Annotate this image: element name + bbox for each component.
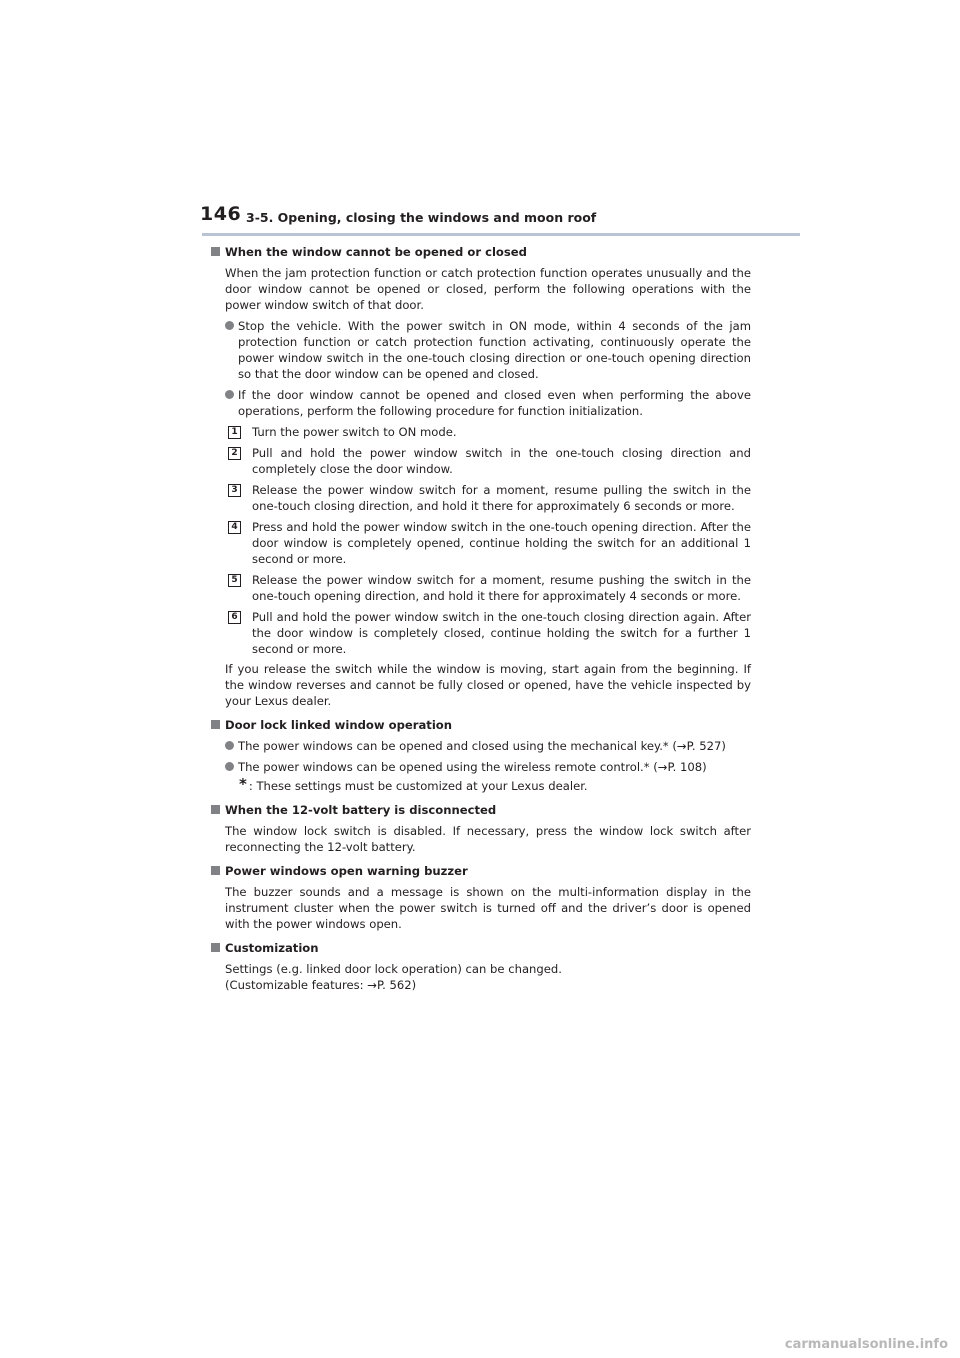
list-item: The power windows can be opened using the wireless remote control.* (→P. 108) [225,759,751,775]
list-item: Stop the vehicle. With the power switch in ON mode, within 4 seconds of the jam protection function or catch protection function activating, continuously operate the power window switch in the one-touch closing direction or one-touch opening direction so that the door window can be opened and closed. [225,318,751,382]
list-item: The power windows can be opened and closed using the mechanical key.* (→P. 527) [225,738,751,754]
step-number: 1 [228,426,241,439]
circle-bullet-icon [225,321,234,330]
circle-bullet-icon [225,741,234,750]
heading-battery: When the 12-volt battery is disconnected [211,802,751,818]
step-number: 3 [228,484,241,497]
square-bullet-icon [211,247,220,256]
step-item: 1 Turn the power switch to ON mode. [228,424,751,440]
page-content [211,244,751,993]
paragraph: The window lock switch is disabled. If necessary, press the window lock switch after reconnecting the 12-volt battery. [225,824,751,854]
square-bullet-icon [211,720,220,729]
list-item: If the door window cannot be opened and closed even when performing the above operations, perform the following procedure for function initialization. [225,387,751,419]
footnote: * : These settings must be customized at your Lexus dealer. [239,775,588,793]
step-item: 3 Release the power window switch for a moment, resume pulling the switch in the one-touch closing direction, and hold it there for approximately 6 seconds or more. [228,482,751,514]
step-item: 5 Release the power window switch for a moment, resume pushing the switch in the one-touch opening direction, and hold it there for approximately 4 seconds or more. [228,572,751,604]
circle-bullet-icon [225,762,234,771]
heading-buzzer: Power windows open warning buzzer [211,863,751,879]
step-number: 6 [228,611,241,624]
section-title: 3-5. Opening, closing the windows and moon roof [246,210,597,225]
asterisk-mark: * [239,775,247,793]
square-bullet-icon [211,805,220,814]
header-rule [202,233,800,236]
step-number: 2 [228,447,241,460]
step-number: 4 [228,521,241,534]
heading-door-lock: Door lock linked window operation [211,717,751,733]
step-item: 6 Pull and hold the power window switch in the one-touch closing direction again. After the door window is completely closed, continue holding the switch for a further 1 second or more. [228,609,751,657]
paragraph: The buzzer sounds and a message is shown on the multi-information display in the instrument cluster when the power switch is turned off and the driver’s door is opened with the power windows open. [225,885,751,931]
paragraph: If you release the switch while the window is moving, start again from the beginning. If the window reverses and cannot be fully closed or opened, have the vehicle inspected by your Lexus dealer. [225,662,751,708]
step-item: 4 Press and hold the power window switch in the one-touch opening direction. After the door window is completely opened, continue holding the switch for an additional 1 second or more. [228,519,751,567]
heading-window-cannot: When the window cannot be opened or closed [211,244,751,260]
watermark: carmanualsonline.info [784,1337,948,1352]
heading-customization: Customization [211,940,751,956]
step-item: 2 Pull and hold the power window switch in the one-touch closing direction and completely close the door window. [228,445,751,477]
paragraph: Settings (e.g. linked door lock operation) can be changed. [225,962,562,976]
circle-bullet-icon [225,390,234,399]
square-bullet-icon [211,943,220,952]
square-bullet-icon [211,866,220,875]
paragraph: (Customizable features: →P. 562) [225,978,417,992]
page-number: 146 [200,203,242,225]
paragraph: When the jam protection function or catch protection function operates unusually and the door window cannot be opened or closed, perform the following operations with the power window switch of that door. [225,266,751,312]
step-number: 5 [228,574,241,587]
